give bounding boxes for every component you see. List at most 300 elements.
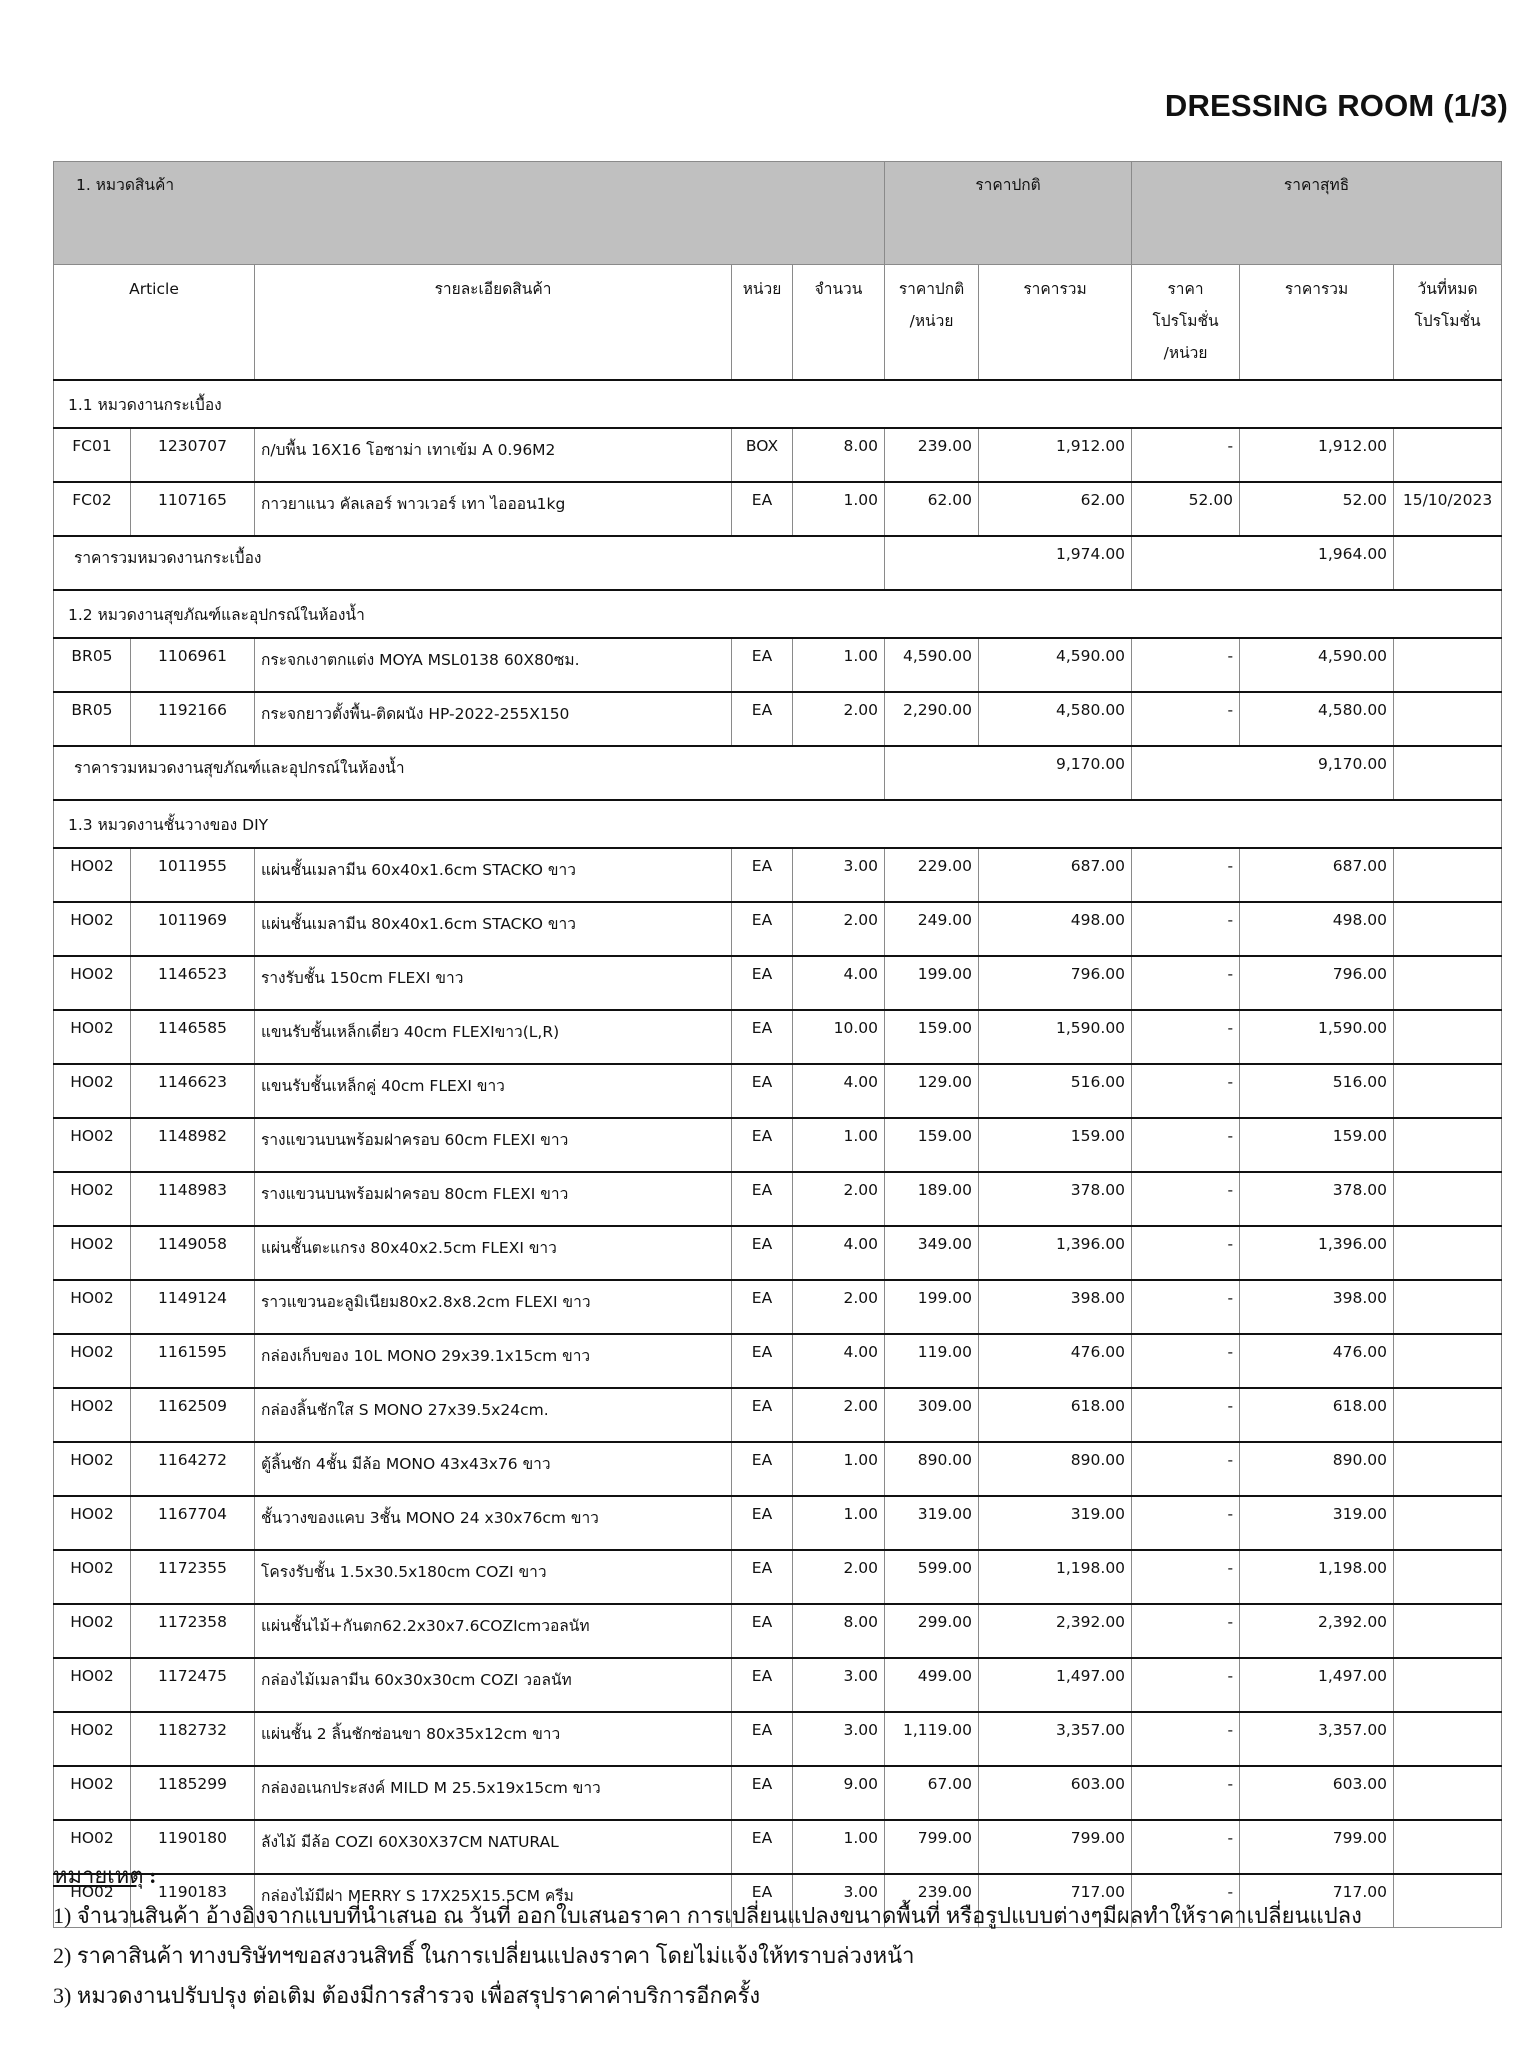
subtotal-promo-end [1394,536,1502,590]
item-quantity: 2.00 [793,692,885,746]
item-total: 3,357.00 [979,1712,1132,1766]
item-total: 687.00 [979,848,1132,902]
item-promo-end [1394,1226,1502,1280]
item-quantity: 1.00 [793,1820,885,1874]
item-code: HO02 [54,1496,131,1550]
item-net-total: 476.00 [1240,1334,1394,1388]
item-code: HO02 [54,1334,131,1388]
section-title: 1.2 หมวดงานสุขภัณฑ์และอุปกรณ์ในห้องน้ำ [54,590,1502,638]
table-row [54,1550,1502,1604]
item-quantity: 8.00 [793,428,885,482]
item-article: 1162509 [131,1388,255,1442]
item-unit: EA [732,1496,793,1550]
item-promo-price: - [1132,1712,1240,1766]
item-article: 1190183 [131,1874,255,1928]
item-article: 1146585 [131,1010,255,1064]
item-unit: EA [732,1766,793,1820]
item-unit: EA [732,1118,793,1172]
item-quantity: 2.00 [793,902,885,956]
item-promo-end [1394,1658,1502,1712]
item-promo-end [1394,1064,1502,1118]
item-net-total: 498.00 [1240,902,1394,956]
item-unit: EA [732,1820,793,1874]
item-total: 618.00 [979,1388,1132,1442]
item-description: รางแขวนบนพร้อมฝาครอบ 60cm FLEXI ขาว [255,1118,732,1172]
subtotal-label: ราคารวมหมวดงานสุขภัณฑ์และอุปกรณ์ในห้องน้ำ [54,746,885,800]
item-code: FC02 [54,482,131,536]
item-quantity: 3.00 [793,1874,885,1928]
table-row [54,1604,1502,1658]
document-title: DRESSING ROOM (1/3) [1164,88,1508,123]
item-promo-end [1394,1172,1502,1226]
item-unit-price: 4,590.00 [885,638,979,692]
item-article: 1172355 [131,1550,255,1604]
table-row [54,1334,1502,1388]
col-unit: หน่วย [732,265,793,381]
item-description: แผ่นชั้นเมลามีน 60x40x1.6cm STACKO ขาว [255,848,732,902]
item-promo-price: - [1132,1334,1240,1388]
item-promo-price: - [1132,1550,1240,1604]
item-article: 1146523 [131,956,255,1010]
item-quantity: 9.00 [793,1766,885,1820]
item-unit-price: 249.00 [885,902,979,956]
item-promo-end [1394,1388,1502,1442]
item-promo-end [1394,638,1502,692]
item-unit-price: 349.00 [885,1226,979,1280]
item-promo-price: - [1132,1388,1240,1442]
col-normal-unit-price-line2: /หน่วย [909,312,954,330]
table-row [54,1172,1502,1226]
item-code: HO02 [54,1226,131,1280]
item-net-total: 1,497.00 [1240,1658,1394,1712]
col-normal-unit-price-line1: ราคาปกติ [898,280,965,298]
item-net-total: 717.00 [1240,1874,1394,1928]
item-net-total: 52.00 [1240,482,1394,536]
item-article: 1164272 [131,1442,255,1496]
item-promo-price: - [1132,1766,1240,1820]
item-quantity: 1.00 [793,1442,885,1496]
item-description: แผ่นชั้นตะแกรง 80x40x2.5cm FLEXI ขาว [255,1226,732,1280]
item-unit: EA [732,956,793,1010]
item-description: ชั้นวางของแคบ 3ชั้น MONO 24 x30x76cm ขาว [255,1496,732,1550]
item-unit: BOX [732,428,793,482]
item-description: ลังไม้ มีล้อ COZI 60X30X37CM NATURAL [255,1820,732,1874]
item-description: กล่องไม้มีฝา MERRY S 17X25X15.5CM ครีม [255,1874,732,1928]
category-header: 1. หมวดสินค้า [54,162,885,265]
item-unit-price: 199.00 [885,956,979,1010]
item-description: รางแขวนบนพร้อมฝาครอบ 80cm FLEXI ขาว [255,1172,732,1226]
item-promo-price: - [1132,1604,1240,1658]
table-row [54,902,1502,956]
item-description: กล่องไม้เมลามีน 60x30x30cm COZI วอลนัท [255,1658,732,1712]
item-code: HO02 [54,1820,131,1874]
item-total: 799.00 [979,1820,1132,1874]
subtotal-label: ราคารวมหมวดงานกระเบื้อง [54,536,885,590]
item-article: 1161595 [131,1334,255,1388]
item-code: HO02 [54,1172,131,1226]
item-code: HO02 [54,1064,131,1118]
item-unit-price: 309.00 [885,1388,979,1442]
item-unit: EA [732,848,793,902]
item-promo-price: - [1132,1658,1240,1712]
item-article: 1172358 [131,1604,255,1658]
item-article: 1106961 [131,638,255,692]
col-article: Article [54,265,255,381]
item-unit: EA [732,1064,793,1118]
item-promo-end: 15/10/2023 [1394,482,1502,536]
quotation-table [53,161,1502,1928]
item-unit: EA [732,1172,793,1226]
item-total: 717.00 [979,1874,1132,1928]
item-article: 1182732 [131,1712,255,1766]
item-description: แขนรับชั้นเหล็กคู่ 40cm FLEXI ขาว [255,1064,732,1118]
item-net-total: 378.00 [1240,1172,1394,1226]
item-promo-price: - [1132,1820,1240,1874]
item-article: 1230707 [131,428,255,482]
group-header-row [54,162,1502,265]
item-quantity: 2.00 [793,1172,885,1226]
item-unit-price: 239.00 [885,428,979,482]
item-quantity: 1.00 [793,638,885,692]
item-net-total: 618.00 [1240,1388,1394,1442]
table-row [54,1118,1502,1172]
item-total: 319.00 [979,1496,1132,1550]
item-net-total: 398.00 [1240,1280,1394,1334]
item-promo-price: - [1132,1172,1240,1226]
subtotal-normal-total: 9,170.00 [885,746,1132,800]
item-promo-end [1394,1010,1502,1064]
item-article: 1146623 [131,1064,255,1118]
item-promo-price: - [1132,1010,1240,1064]
col-promo-price [1132,265,1240,381]
item-unit: EA [732,1874,793,1928]
item-total: 2,392.00 [979,1604,1132,1658]
item-promo-end [1394,692,1502,746]
item-promo-end [1394,1820,1502,1874]
item-net-total: 796.00 [1240,956,1394,1010]
item-quantity: 4.00 [793,1334,885,1388]
item-net-total: 603.00 [1240,1766,1394,1820]
item-unit-price: 239.00 [885,1874,979,1928]
item-promo-end [1394,1604,1502,1658]
item-promo-end [1394,428,1502,482]
item-net-total: 1,396.00 [1240,1226,1394,1280]
item-total: 476.00 [979,1334,1132,1388]
item-promo-end [1394,1550,1502,1604]
item-unit-price: 319.00 [885,1496,979,1550]
item-unit: EA [732,1226,793,1280]
item-quantity: 3.00 [793,1658,885,1712]
item-unit: EA [732,1334,793,1388]
item-unit: EA [732,692,793,746]
subtotal-row [54,536,1502,590]
note-item-3: 3) หมวดงานปรับปรุง ต่อเติม ต้องมีการสำรวจ เพื่อสรุปราคาค่าบริการอีกครั้ง [53,1983,761,2008]
notes-section [53,1856,1362,2016]
section-row [54,380,1502,428]
item-total: 1,497.00 [979,1658,1132,1712]
item-promo-price: - [1132,1226,1240,1280]
subtotal-normal-total: 1,974.00 [885,536,1132,590]
item-description: กาวยาแนว คัลเลอร์ พาวเวอร์ เทา ไอออน1kg [255,482,732,536]
item-unit-price: 159.00 [885,1010,979,1064]
item-net-total: 799.00 [1240,1820,1394,1874]
item-description: กระจกเงาตกแต่ง MOYA MSL0138 60X80ซม. [255,638,732,692]
item-article: 1149058 [131,1226,255,1280]
item-total: 516.00 [979,1064,1132,1118]
normal-price-group-header: ราคาปกติ [885,162,1132,265]
item-promo-price: - [1132,848,1240,902]
col-promo-end [1394,265,1502,381]
item-promo-end [1394,1118,1502,1172]
item-promo-end [1394,1280,1502,1334]
item-code: HO02 [54,956,131,1010]
item-description: แผ่นชั้นเมลามีน 80x40x1.6cm STACKO ขาว [255,902,732,956]
item-article: 1149124 [131,1280,255,1334]
subtotal-net-total: 1,964.00 [1132,536,1394,590]
item-total: 4,590.00 [979,638,1132,692]
item-unit-price: 1,119.00 [885,1712,979,1766]
item-code: HO02 [54,1388,131,1442]
item-description: แขนรับชั้นเหล็กเดี่ยว 40cm FLEXIขาว(L,R) [255,1010,732,1064]
item-description: กล่องเก็บของ 10L MONO 29x39.1x15cm ขาว [255,1334,732,1388]
item-unit: EA [732,1658,793,1712]
item-net-total: 3,357.00 [1240,1712,1394,1766]
item-net-total: 159.00 [1240,1118,1394,1172]
item-description: ก/บพื้น 16X16 โอซาม่า เทาเข้ม A 0.96M2 [255,428,732,482]
col-quantity: จำนวน [793,265,885,381]
col-promo-end-line1: วันที่หมด [1417,280,1478,298]
table-row [54,956,1502,1010]
item-promo-end [1394,1442,1502,1496]
item-net-total: 1,198.00 [1240,1550,1394,1604]
item-net-total: 319.00 [1240,1496,1394,1550]
table-row [54,1766,1502,1820]
item-article: 1011969 [131,902,255,956]
col-description: รายละเอียดสินค้า [255,265,732,381]
item-promo-price: - [1132,1064,1240,1118]
item-unit-price: 499.00 [885,1658,979,1712]
item-unit-price: 159.00 [885,1118,979,1172]
section-title: 1.1 หมวดงานกระเบื้อง [54,380,1502,428]
col-promo-end-line2: โปรโมชั่น [1414,312,1481,330]
item-unit-price: 62.00 [885,482,979,536]
item-unit: EA [732,1388,793,1442]
item-quantity: 1.00 [793,1118,885,1172]
item-total: 796.00 [979,956,1132,1010]
item-promo-end [1394,1496,1502,1550]
item-net-total: 2,392.00 [1240,1604,1394,1658]
item-quantity: 3.00 [793,848,885,902]
item-code: HO02 [54,1550,131,1604]
col-net-total: ราคารวม [1240,265,1394,381]
item-code: HO02 [54,1442,131,1496]
item-unit-price: 599.00 [885,1550,979,1604]
item-description: กล่องลิ้นชักใส S MONO 27x39.5x24cm. [255,1388,732,1442]
item-unit: EA [732,1712,793,1766]
item-code: BR05 [54,692,131,746]
item-promo-end [1394,1874,1502,1928]
notes-heading-line [53,1856,1362,1896]
item-promo-price: - [1132,1874,1240,1928]
section-title: 1.3 หมวดงานชั้นวางของ DIY [54,800,1502,848]
table-row [54,1280,1502,1334]
item-unit-price: 799.00 [885,1820,979,1874]
section-row [54,800,1502,848]
item-total: 1,590.00 [979,1010,1132,1064]
item-total: 890.00 [979,1442,1132,1496]
item-article: 1185299 [131,1766,255,1820]
item-quantity: 3.00 [793,1712,885,1766]
item-article: 1011955 [131,848,255,902]
item-promo-price: - [1132,692,1240,746]
notes-heading: หมายเหตุ [53,1863,144,1888]
col-promo-price-line1: ราคา [1167,280,1204,298]
item-code: HO02 [54,1604,131,1658]
item-quantity: 8.00 [793,1604,885,1658]
notes-colon: : [143,1863,157,1888]
item-code: HO02 [54,1712,131,1766]
section-row [54,590,1502,638]
item-promo-price: - [1132,956,1240,1010]
item-total: 1,198.00 [979,1550,1132,1604]
item-quantity: 10.00 [793,1010,885,1064]
item-unit-price: 229.00 [885,848,979,902]
item-promo-end [1394,1766,1502,1820]
item-article: 1167704 [131,1496,255,1550]
item-unit-price: 2,290.00 [885,692,979,746]
item-article: 1172475 [131,1658,255,1712]
item-quantity: 1.00 [793,1496,885,1550]
item-promo-end [1394,848,1502,902]
item-article: 1107165 [131,482,255,536]
item-description: โครงรับชั้น 1.5x30.5x180cm COZI ขาว [255,1550,732,1604]
item-net-total: 4,590.00 [1240,638,1394,692]
item-unit: EA [732,1550,793,1604]
item-code: HO02 [54,1766,131,1820]
item-unit: EA [732,902,793,956]
item-article: 1148982 [131,1118,255,1172]
table-row [54,1388,1502,1442]
item-total: 159.00 [979,1118,1132,1172]
item-promo-price: - [1132,1442,1240,1496]
item-code: HO02 [54,1010,131,1064]
item-quantity: 4.00 [793,1226,885,1280]
item-unit-price: 199.00 [885,1280,979,1334]
item-total: 498.00 [979,902,1132,956]
table-row [54,482,1502,536]
item-unit: EA [732,1604,793,1658]
item-total: 1,912.00 [979,428,1132,482]
item-article: 1190180 [131,1820,255,1874]
item-code: FC01 [54,428,131,482]
col-normal-unit-price [885,265,979,381]
table-row [54,692,1502,746]
item-unit: EA [732,1280,793,1334]
item-quantity: 1.00 [793,482,885,536]
item-net-total: 1,912.00 [1240,428,1394,482]
item-promo-price: - [1132,1280,1240,1334]
item-unit-price: 119.00 [885,1334,979,1388]
net-price-group-header: ราคาสุทธิ [1132,162,1502,265]
item-description: ราวแขวนอะลูมิเนียม80x2.8x8.2cm FLEXI ขาว [255,1280,732,1334]
item-unit-price: 189.00 [885,1172,979,1226]
item-unit-price: 67.00 [885,1766,979,1820]
item-description: แผ่นชั้นไม้+กันตก62.2x30x7.6COZIcmวอลนัท [255,1604,732,1658]
table-row [54,1010,1502,1064]
item-code: HO02 [54,902,131,956]
note-item-1: 1) จำนวนสินค้า อ้างอิงจากแบบที่นำเสนอ ณ วันที่ ออกใบเสนอราคา การเปลี่ยนแปลงขนาดพื้นที่ หรือรูปแบบต่างๆมีผลทำให้ราคาเปลี่ยนแปลง [53,1903,1362,1928]
item-unit: EA [732,1010,793,1064]
item-promo-price: 52.00 [1132,482,1240,536]
item-unit-price: 129.00 [885,1064,979,1118]
item-code: HO02 [54,848,131,902]
subtotal-promo-end [1394,746,1502,800]
item-total: 62.00 [979,482,1132,536]
item-promo-end [1394,902,1502,956]
column-header-row [54,265,1502,381]
item-description: แผ่นชั้น 2 ลิ้นชักซ่อนขา 80x35x12cm ขาว [255,1712,732,1766]
item-total: 1,396.00 [979,1226,1132,1280]
item-promo-price: - [1132,902,1240,956]
item-unit-price: 890.00 [885,1442,979,1496]
table-row [54,428,1502,482]
table-row [54,1226,1502,1280]
item-net-total: 687.00 [1240,848,1394,902]
item-unit-price: 299.00 [885,1604,979,1658]
col-promo-price-line2: โปรโมชั่น [1152,312,1219,330]
item-promo-price: - [1132,1496,1240,1550]
item-code: HO02 [54,1280,131,1334]
table-row [54,1064,1502,1118]
note-item-2: 2) ราคาสินค้า ทางบริษัทฯขอสงวนสิทธิ์ ในการเปลี่ยนแปลงราคา โดยไม่แจ้งให้ทราบล่วงหน้า [53,1943,915,1968]
item-code: HO02 [54,1874,131,1928]
item-promo-end [1394,1334,1502,1388]
item-promo-end [1394,1712,1502,1766]
item-net-total: 1,590.00 [1240,1010,1394,1064]
item-code: HO02 [54,1658,131,1712]
table-row [54,1442,1502,1496]
item-description: ตู้ลิ้นชัก 4ชั้น มีล้อ MONO 43x43x76 ขาว [255,1442,732,1496]
item-promo-price: - [1132,1118,1240,1172]
item-unit: EA [732,638,793,692]
item-article: 1192166 [131,692,255,746]
col-promo-price-line3: /หน่วย [1163,344,1208,362]
subtotal-row [54,746,1502,800]
item-quantity: 2.00 [793,1280,885,1334]
subtotal-net-total: 9,170.00 [1132,746,1394,800]
item-quantity: 2.00 [793,1388,885,1442]
item-unit: EA [732,482,793,536]
item-promo-price: - [1132,428,1240,482]
col-normal-total: ราคารวม [979,265,1132,381]
item-code: BR05 [54,638,131,692]
item-unit: EA [732,1442,793,1496]
table-row [54,1496,1502,1550]
item-total: 4,580.00 [979,692,1132,746]
item-net-total: 4,580.00 [1240,692,1394,746]
table-row [54,638,1502,692]
item-code: HO02 [54,1118,131,1172]
table-row [54,848,1502,902]
item-net-total: 516.00 [1240,1064,1394,1118]
item-description: กระจกยาวตั้งพื้น-ติดผนัง HP-2022-255X150 [255,692,732,746]
table-body [54,380,1502,1928]
item-quantity: 2.00 [793,1550,885,1604]
item-total: 603.00 [979,1766,1132,1820]
item-quantity: 4.00 [793,956,885,1010]
item-total: 398.00 [979,1280,1132,1334]
item-description: กล่องอเนกประสงค์ MILD M 25.5x19x15cm ขาว [255,1766,732,1820]
